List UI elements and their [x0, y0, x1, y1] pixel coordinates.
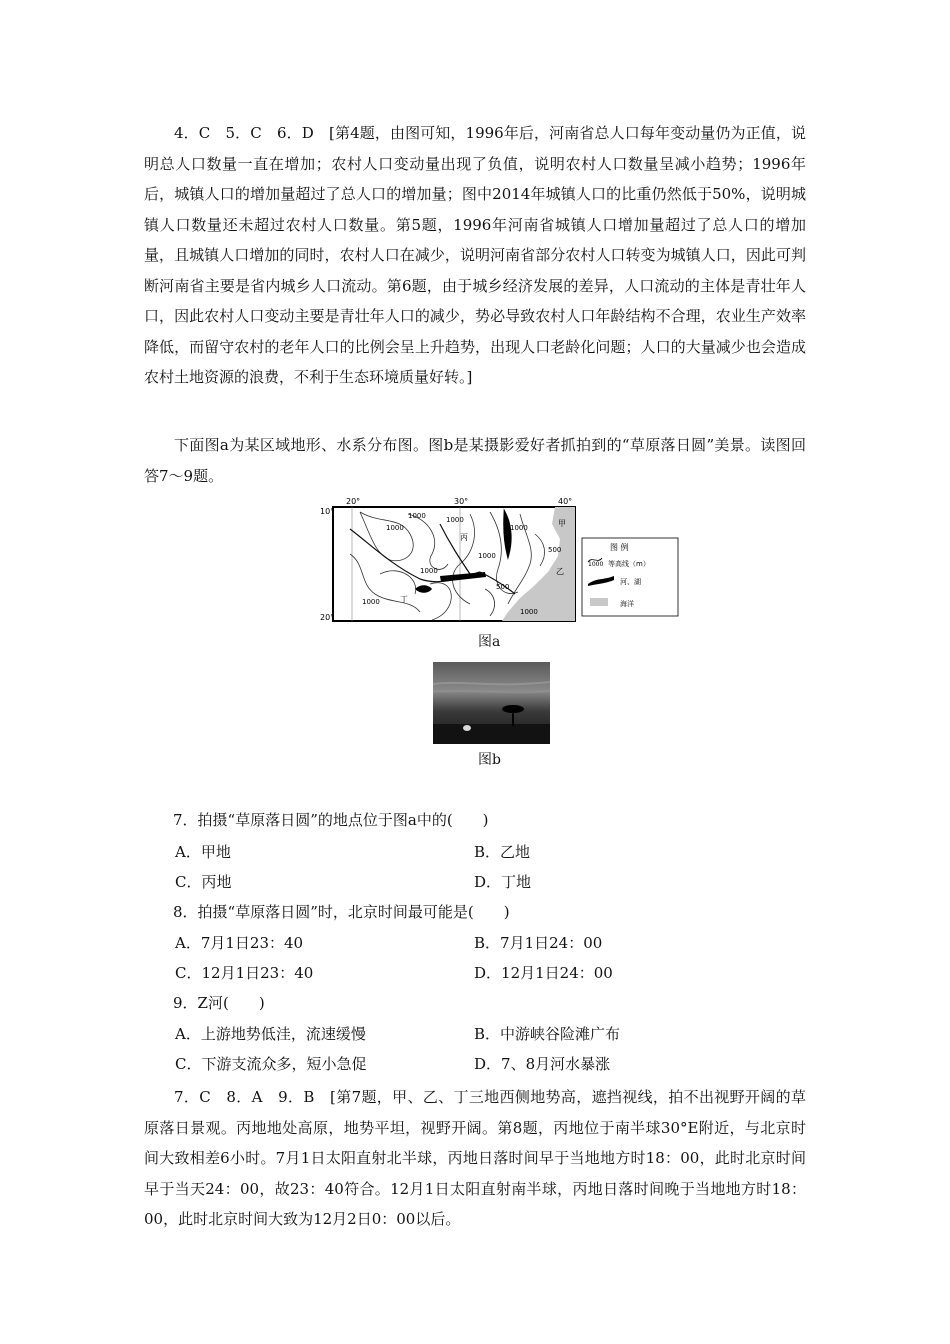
lon-label-20: 20° [346, 497, 361, 506]
figure-a-map [320, 494, 680, 628]
place-bing: 丙 [460, 533, 468, 542]
map-legend [582, 538, 678, 616]
contour-label: 1000 [510, 524, 528, 532]
question-9-option-d: D．7、8月河水暴涨 [474, 1055, 611, 1073]
place-ding: 丁 [400, 595, 408, 604]
contour-label: 1000 [446, 516, 464, 524]
place-yi: 乙 [556, 567, 564, 576]
figure-b-caption: 图b [478, 752, 501, 768]
question-8-stem: 8．拍摄“草原落日圆”时，北京时间最可能是( ) [173, 903, 510, 921]
contour-label: 1000 [362, 598, 380, 606]
lon-label-40: 40° [558, 497, 573, 506]
figure-a-caption: 图a [478, 634, 501, 650]
contour-label: 500 [496, 583, 510, 591]
contour-label: 1000 [420, 567, 438, 575]
legend-contour: 等高线（m） [608, 560, 650, 568]
question-9-option-c: C．下游支流众多，短小急促 [175, 1055, 367, 1073]
intro-paragraph: 下面图a为某区域地形、水系分布图。图b是某摄影爱好者抓拍到的“草原落日圆”美景。读图回答7～9题。 [144, 436, 806, 485]
question-7-stem: 7．拍摄“草原落日圆”的地点位于图a中的( ) [173, 811, 489, 829]
lat-label-20: 20° [320, 613, 335, 622]
legend-river: 河、湖 [620, 578, 641, 586]
place-jia: 甲 [558, 519, 566, 528]
question-9-stem: 9．Z河( ) [173, 994, 265, 1012]
contour-label: 1000 [386, 524, 404, 532]
question-9-option-b: B．中游峡谷险滩广布 [474, 1025, 621, 1043]
lon-label-30: 30° [454, 497, 469, 506]
legend-title: 图 例 [610, 543, 629, 552]
contour-label: 1000 [520, 608, 538, 616]
answer-paragraph-4-6: 4．C 5．C 6．D [第4题，由图可知，1996年后，河南省总人口每年变动量仍为正值，说明总人口数量一直在增加；农村人口变动量出现了负值，说明农村人口数量呈减小趋势；1996年后，城镇人口的增加量超过了总人口的增加量；图中2014年城镇人口的比重仍然低于50%，说明城镇人口数量还未超过农村人口数量。第5题，1996年河南省城镇人口增加量超过了总人口的增加量，且城镇人口增加的同时，农村人口在减少，说明河南省部分农村人口转变为城镇人口，因此可判断河南省主要是省内城乡人口流动。第6题，由于城乡经济发展的差异，人口流动的主体是青壮年人口，因此农村人口变动主要是青壮年人口的减少，势必导致农村人口年龄结构不合理，农业生产效率降低，而留守农村的老年人口的比例会呈上升趋势，出现人口老龄化问题；人口的大量减少也会造成农村土地资源的浪费，不利于生态环境质量好转。] [144, 124, 806, 386]
question-8-option-c: C．12月1日23：40 [175, 964, 314, 982]
legend-contour-sample: 1000 [588, 561, 604, 568]
question-8-option-a: A．7月1日23：40 [175, 934, 304, 952]
contour-label: 1000 [408, 512, 426, 520]
question-7-option-d: D．丁地 [474, 873, 532, 891]
answer-paragraph-7-9: 7．C 8．A 9．B [第7题，甲、乙、丁三地西侧地势高，遮挡视线，拍不出视野开阔的草原落日景观。丙地地处高原，地势平坦，视野开阔。第8题，丙地位于南半球30°E附近，与北京时间大致相差6小时。7月1日太阳直射北半球，丙地日落时间早于当地地方时18：00，此时北京时间早于当天24：00，故23：40符合。12月1日太阳直射南半球，丙地日落时间晚于当地地方时18：00，此时北京时间大致为12月2日0：00以后。 [144, 1088, 806, 1228]
figure-b-photo [433, 662, 550, 744]
question-8-option-b: B．7月1日24：00 [474, 934, 603, 952]
legend-sea: 海洋 [620, 600, 634, 608]
question-8-option-d: D．12月1日24：00 [474, 964, 613, 982]
question-7-option-a: A．甲地 [175, 843, 231, 861]
question-9-option-a: A．上游地势低洼，流速缓慢 [175, 1025, 366, 1043]
question-7-option-c: C．丙地 [175, 873, 232, 891]
contour-label: 500 [548, 546, 562, 554]
lat-label-10: 10° [320, 507, 335, 516]
question-7-option-b: B．乙地 [474, 843, 531, 861]
contour-label: 1000 [478, 552, 496, 560]
